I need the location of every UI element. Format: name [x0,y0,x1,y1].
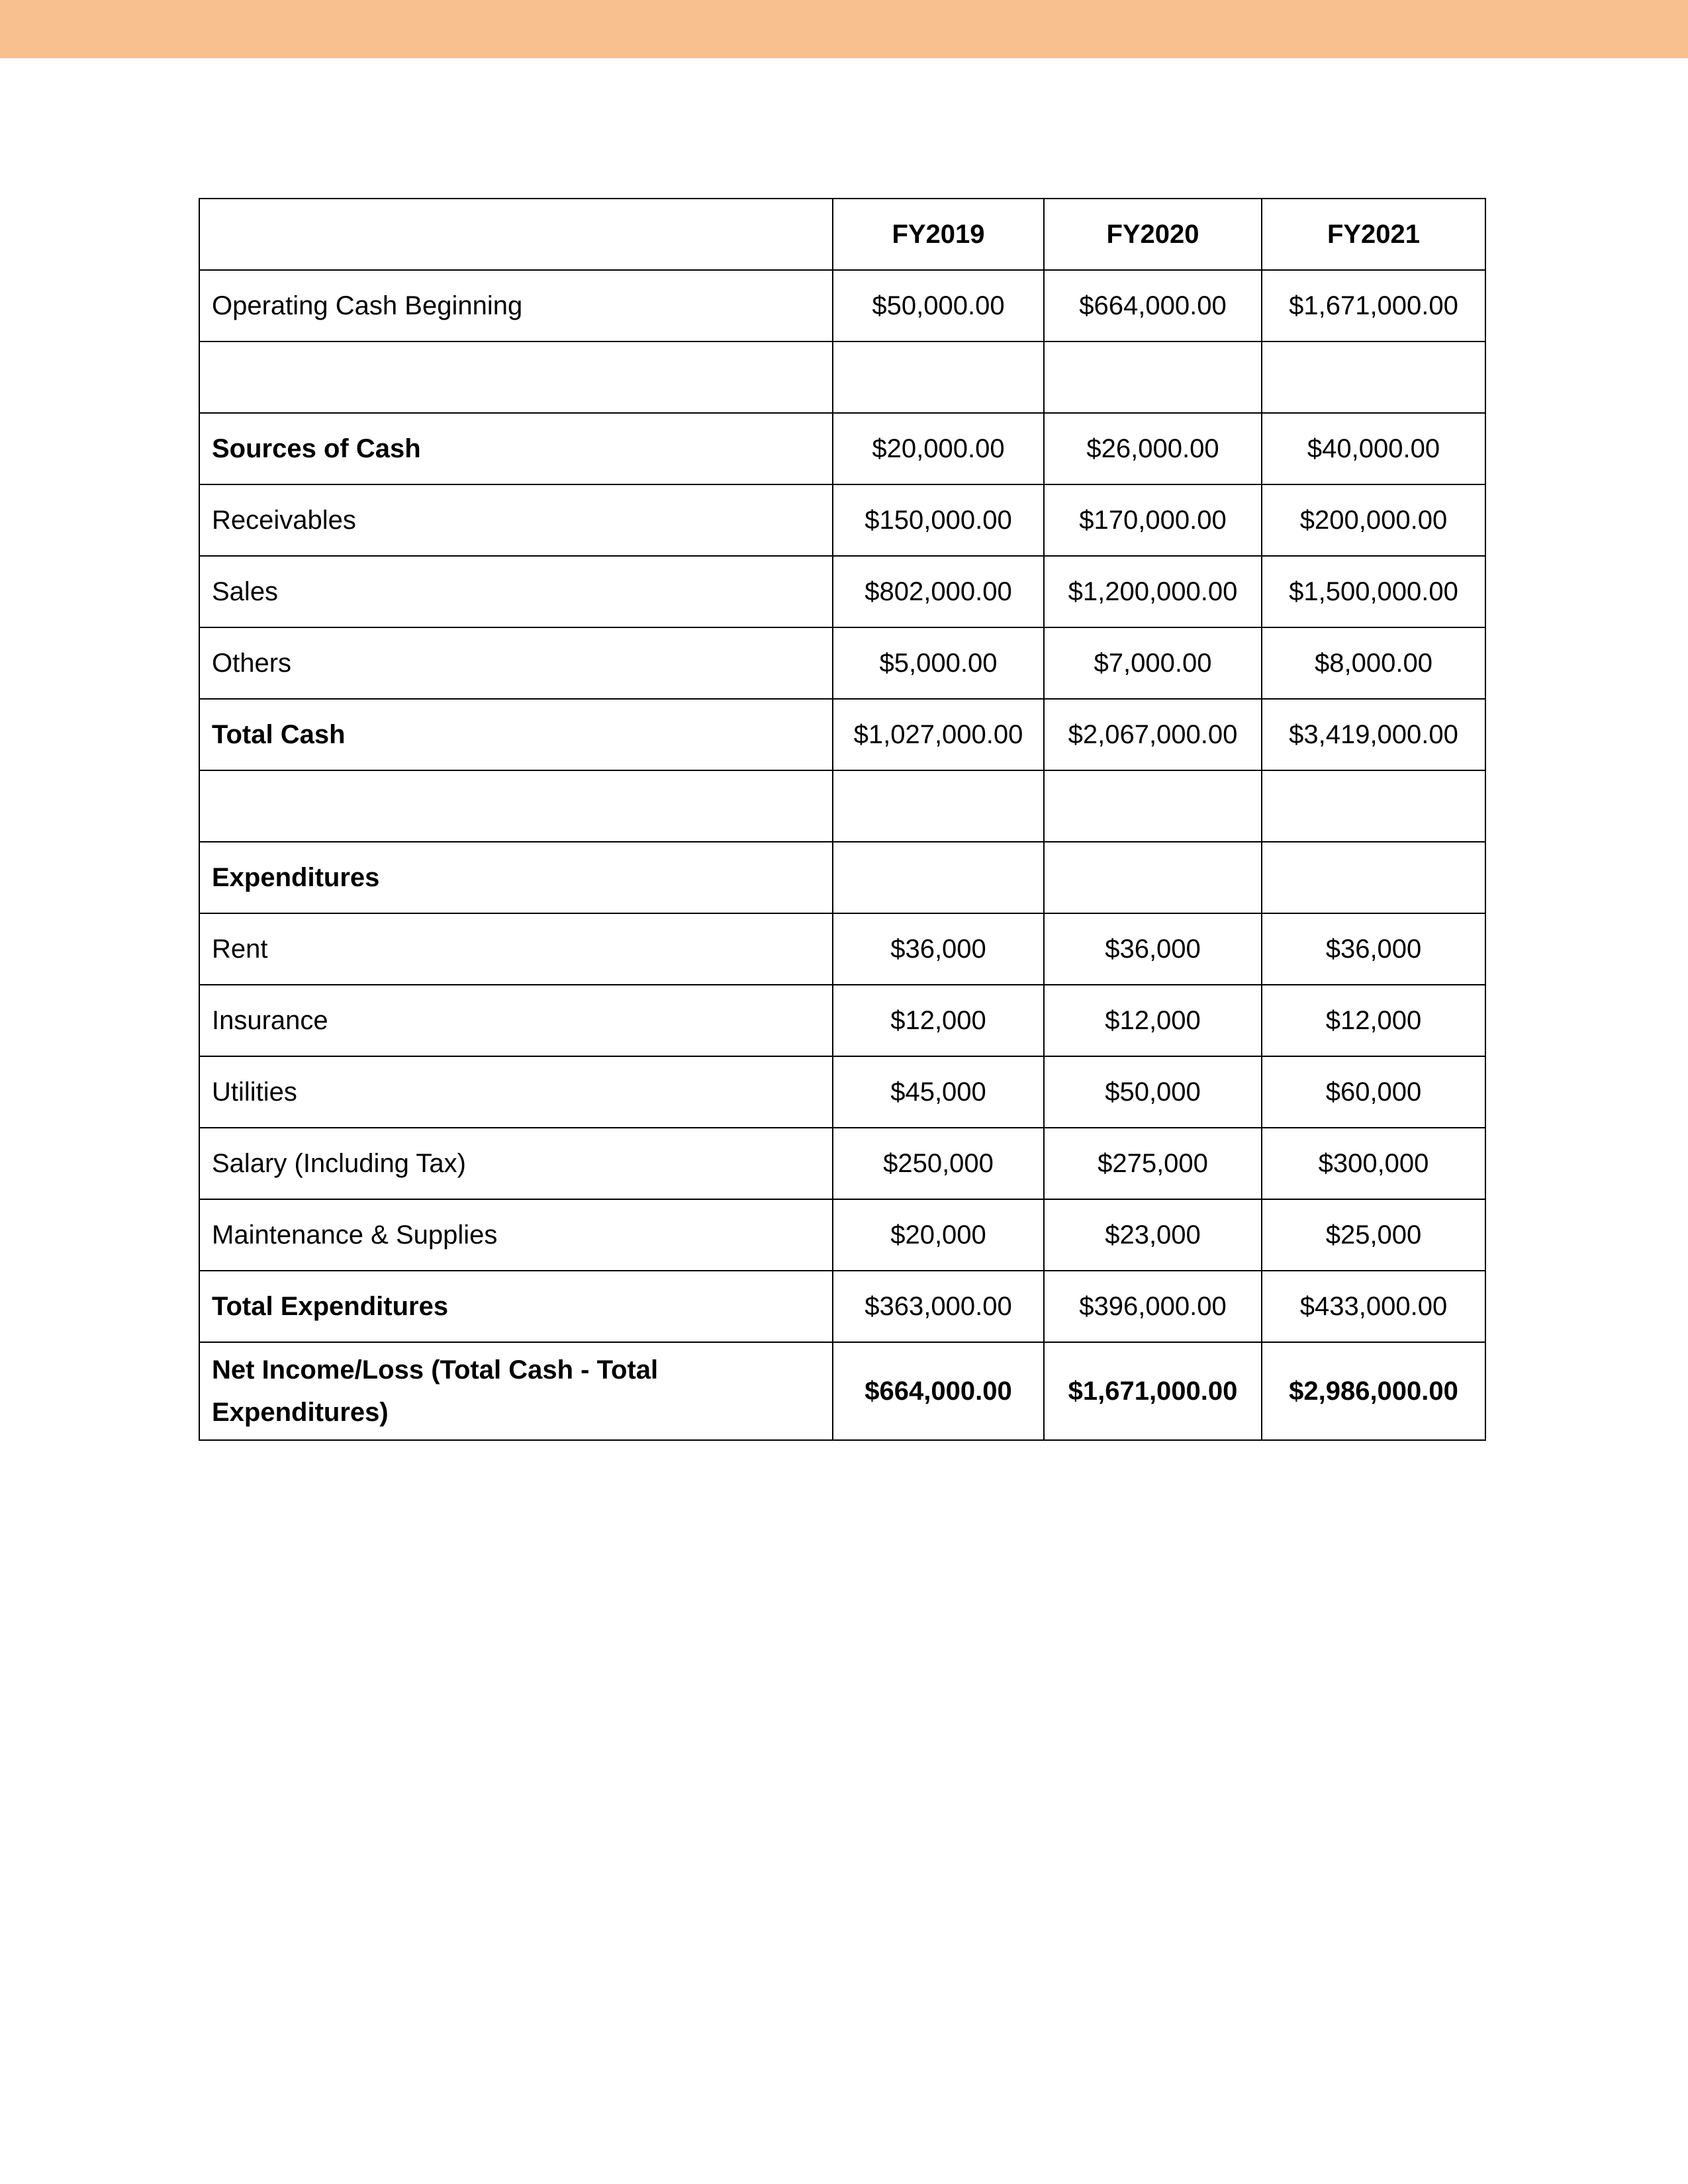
row-label-cell: Utilities [199,1056,833,1128]
table-row [199,842,1485,913]
row-value-cell: $36,000 [833,913,1044,985]
table-row [199,341,1485,413]
header-year-fy2019: FY2019 [833,199,1044,270]
row-value-cell: $36,000 [1044,913,1262,985]
table-row [199,770,1485,842]
cash-flow-table [199,198,1486,1441]
row-value-cell: $25,000 [1262,1199,1485,1271]
table-row [199,1199,1485,1271]
row-value-cell [1044,842,1262,913]
row-value-cell [1262,770,1485,842]
table-row [199,556,1485,627]
row-value-cell [833,770,1044,842]
row-value-cell [1044,341,1262,413]
row-value-cell: $60,000 [1262,1056,1485,1128]
row-label-cell: Total Expenditures [199,1271,833,1342]
row-label-cell: Sources of Cash [199,413,833,484]
row-label-cell: Salary (Including Tax) [199,1128,833,1199]
row-value-cell: $20,000 [833,1199,1044,1271]
row-value-cell: $250,000 [833,1128,1044,1199]
table-row [199,1271,1485,1342]
row-label-cell: Others [199,627,833,699]
row-value-cell: $36,000 [1262,913,1485,985]
row-label-cell: Net Income/Loss (Total Cash - Total Expenditures) [199,1342,833,1440]
row-label-cell: Receivables [199,484,833,556]
net-income-row [199,1342,1485,1440]
row-label-cell: Insurance [199,985,833,1056]
row-label-cell: Total Cash [199,699,833,770]
table-row [199,1056,1485,1128]
row-value-cell: $3,419,000.00 [1262,699,1485,770]
row-value-cell: $50,000.00 [833,270,1044,341]
row-value-cell: $433,000.00 [1262,1271,1485,1342]
row-label-cell: Maintenance & Supplies [199,1199,833,1271]
row-value-cell: $23,000 [1044,1199,1262,1271]
table-row [199,699,1485,770]
row-value-cell: $150,000.00 [833,484,1044,556]
row-value-cell: $200,000.00 [1262,484,1485,556]
row-value-cell: $7,000.00 [1044,627,1262,699]
row-value-cell: $396,000.00 [1044,1271,1262,1342]
row-label-cell [199,770,833,842]
table-row [199,913,1485,985]
row-label-cell: Expenditures [199,842,833,913]
row-label-cell: Operating Cash Beginning [199,270,833,341]
row-value-cell: $170,000.00 [1044,484,1262,556]
row-value-cell: $26,000.00 [1044,413,1262,484]
header-label-cell [199,199,833,270]
row-value-cell: $2,067,000.00 [1044,699,1262,770]
row-value-cell: $8,000.00 [1262,627,1485,699]
row-value-cell: $20,000.00 [833,413,1044,484]
row-value-cell: $2,986,000.00 [1262,1342,1485,1440]
table-row [199,413,1485,484]
header-year-fy2021: FY2021 [1262,199,1485,270]
row-value-cell: $12,000 [1262,985,1485,1056]
row-value-cell: $1,671,000.00 [1044,1342,1262,1440]
top-color-band [0,0,1688,58]
row-label-cell [199,341,833,413]
row-value-cell: $45,000 [833,1056,1044,1128]
row-value-cell [1044,770,1262,842]
header-year-fy2020: FY2020 [1044,199,1262,270]
table-header-row [199,199,1485,270]
row-value-cell: $1,671,000.00 [1262,270,1485,341]
table-row [199,627,1485,699]
table-row [199,1128,1485,1199]
row-label-cell: Sales [199,556,833,627]
table-row [199,270,1485,341]
row-value-cell: $1,500,000.00 [1262,556,1485,627]
row-value-cell [833,341,1044,413]
row-value-cell: $664,000.00 [833,1342,1044,1440]
row-label-cell: Rent [199,913,833,985]
row-value-cell: $363,000.00 [833,1271,1044,1342]
row-value-cell [1262,341,1485,413]
row-value-cell: $1,027,000.00 [833,699,1044,770]
row-value-cell: $12,000 [1044,985,1262,1056]
row-value-cell: $300,000 [1262,1128,1485,1199]
row-value-cell [833,842,1044,913]
row-value-cell: $12,000 [833,985,1044,1056]
row-value-cell: $1,200,000.00 [1044,556,1262,627]
row-value-cell [1262,842,1485,913]
row-value-cell: $664,000.00 [1044,270,1262,341]
table-row [199,484,1485,556]
table-row [199,985,1485,1056]
row-value-cell: $40,000.00 [1262,413,1485,484]
row-value-cell: $5,000.00 [833,627,1044,699]
row-value-cell: $802,000.00 [833,556,1044,627]
row-value-cell: $275,000 [1044,1128,1262,1199]
row-value-cell: $50,000 [1044,1056,1262,1128]
